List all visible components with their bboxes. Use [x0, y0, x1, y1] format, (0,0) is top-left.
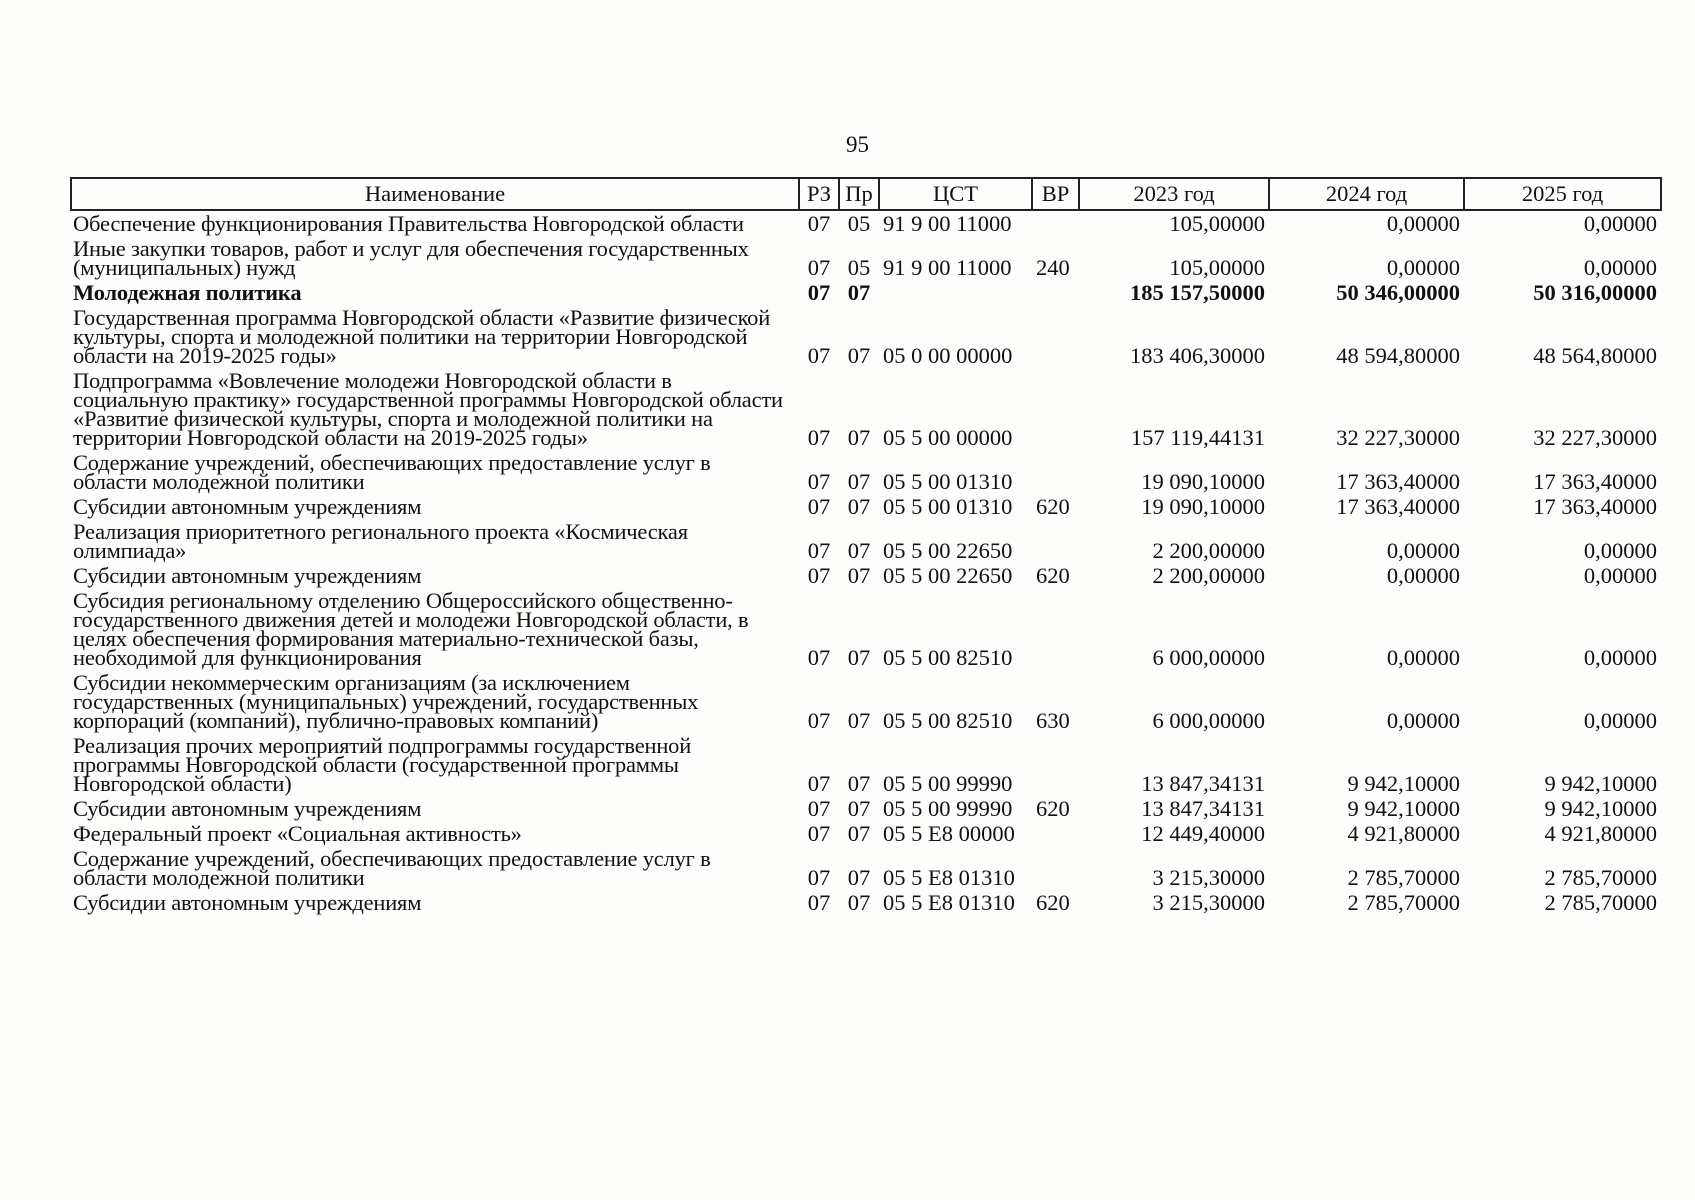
row-rz: 07 — [807, 708, 831, 733]
row-2023: 19 090,10000 — [1141, 469, 1265, 494]
row-2024: 9 942,10000 — [1347, 796, 1460, 821]
row-cst: 05 0 00 00000 — [883, 343, 1013, 368]
row-name: Обеспечение функционирования Правительства Новгородской области — [73, 211, 744, 236]
row-cst — [879, 280, 1032, 305]
table-row — [71, 368, 1661, 450]
row-2025: 0,00000 — [1583, 211, 1657, 236]
row-vr — [1032, 519, 1079, 563]
row-name: Субсидии автономным учреждениям — [73, 890, 422, 915]
row-2023: 6 000,00000 — [1152, 708, 1265, 733]
row-pr: 07 — [847, 890, 871, 915]
header-pr: Пр — [839, 178, 879, 210]
row-cst: 05 5 E8 01310 — [883, 865, 1015, 890]
row-2025: 48 564,80000 — [1533, 343, 1657, 368]
row-2023: 105,00000 — [1169, 211, 1265, 236]
table-row — [71, 733, 1661, 796]
table-row — [71, 563, 1661, 588]
budget-table — [70, 177, 1662, 915]
header-cst: ЦСТ — [879, 178, 1032, 210]
row-rz: 07 — [807, 538, 831, 563]
row-2024: 32 227,30000 — [1336, 425, 1460, 450]
row-2024: 0,00000 — [1386, 708, 1460, 733]
row-vr: 630 — [1036, 708, 1070, 733]
table-header — [71, 178, 1661, 210]
page-number: 95 — [846, 132, 869, 157]
row-2025: 0,00000 — [1583, 538, 1657, 563]
row-name: Субсидии автономным учреждениям — [73, 494, 422, 519]
row-rz: 07 — [807, 796, 831, 821]
row-2024: 17 363,40000 — [1336, 469, 1460, 494]
row-2023: 185 157,50000 — [1130, 280, 1265, 305]
row-name: Содержание учреждений, обеспечивающих предоставление услуг в области молодежной политики — [73, 846, 711, 890]
row-2023: 183 406,30000 — [1130, 343, 1265, 368]
row-2025: 0,00000 — [1583, 255, 1657, 280]
row-2025: 2 785,70000 — [1544, 865, 1657, 890]
table-row — [71, 210, 1661, 236]
row-cst: 05 5 E8 00000 — [883, 821, 1015, 846]
row-2024: 4 921,80000 — [1347, 821, 1460, 846]
row-name: Федеральный проект «Социальная активность» — [73, 821, 522, 846]
row-rz: 07 — [807, 645, 831, 670]
row-2025: 0,00000 — [1583, 708, 1657, 733]
row-2023: 2 200,00000 — [1152, 538, 1265, 563]
row-rz: 07 — [807, 211, 831, 236]
row-cst: 91 9 00 11000 — [883, 211, 1012, 236]
row-vr: 240 — [1036, 255, 1070, 280]
row-vr: 620 — [1036, 890, 1070, 915]
row-vr: 620 — [1036, 796, 1070, 821]
row-2023: 157 119,44131 — [1130, 425, 1265, 450]
row-2025: 17 363,40000 — [1533, 469, 1657, 494]
table-row — [71, 519, 1661, 563]
row-2025: 9 942,10000 — [1544, 771, 1657, 796]
row-cst: 05 5 00 00000 — [883, 425, 1013, 450]
row-2023: 12 449,40000 — [1141, 821, 1265, 846]
row-2024: 2 785,70000 — [1347, 865, 1460, 890]
row-2024: 0,00000 — [1386, 255, 1460, 280]
row-name: Молодежная политика — [73, 280, 302, 305]
header-rz: РЗ — [799, 178, 839, 210]
row-vr: 620 — [1036, 494, 1070, 519]
table-row — [71, 305, 1661, 368]
row-vr — [1032, 588, 1079, 670]
row-name: Реализация прочих мероприятий подпрограммы государственной программы Новгородской области (государственной программы Новгородской области) — [73, 733, 692, 796]
row-2025: 0,00000 — [1583, 645, 1657, 670]
row-rz: 07 — [807, 469, 831, 494]
header-2024: 2024 год — [1269, 178, 1464, 210]
row-name: Субсидии автономным учреждениям — [73, 796, 422, 821]
row-vr: 620 — [1036, 563, 1070, 588]
row-vr — [1032, 368, 1079, 450]
row-vr — [1032, 846, 1079, 890]
row-2023: 2 200,00000 — [1152, 563, 1265, 588]
row-2023: 13 847,34131 — [1141, 796, 1265, 821]
table-row — [71, 450, 1661, 494]
row-cst: 05 5 00 99990 — [883, 771, 1013, 796]
row-vr — [1032, 210, 1079, 236]
row-2023: 19 090,10000 — [1141, 494, 1265, 519]
row-cst: 91 9 00 11000 — [883, 255, 1012, 280]
table-row — [71, 494, 1661, 519]
table-row — [71, 796, 1661, 821]
row-pr: 05 — [847, 211, 871, 236]
row-pr: 07 — [847, 708, 871, 733]
row-2025: 9 942,10000 — [1544, 796, 1657, 821]
table-body — [71, 210, 1661, 915]
row-pr: 07 — [847, 563, 871, 588]
row-name: Субсидии некоммерческим организациям (за исключением государственных (муниципальных) учреждений, государственных корпораций (компаний), публично-правовых компаний) — [73, 670, 699, 733]
table-row — [71, 280, 1661, 305]
table-row — [71, 670, 1661, 733]
row-2024: 9 942,10000 — [1347, 771, 1460, 796]
row-vr — [1032, 280, 1079, 305]
row-rz: 07 — [807, 771, 831, 796]
row-pr: 07 — [847, 865, 871, 890]
row-pr: 07 — [847, 280, 871, 305]
row-2024: 17 363,40000 — [1336, 494, 1460, 519]
header-2023: 2023 год — [1079, 178, 1269, 210]
row-rz: 07 — [807, 280, 831, 305]
row-2023: 6 000,00000 — [1152, 645, 1265, 670]
row-cst: 05 5 E8 01310 — [883, 890, 1015, 915]
row-2024: 50 346,00000 — [1336, 280, 1460, 305]
header-2025: 2025 год — [1464, 178, 1661, 210]
row-2025: 0,00000 — [1583, 563, 1657, 588]
table-row — [71, 236, 1661, 280]
row-cst: 05 5 00 01310 — [883, 469, 1013, 494]
row-2025: 50 316,00000 — [1533, 280, 1657, 305]
row-name: Содержание учреждений, обеспечивающих предоставление услуг в области молодежной политики — [73, 450, 711, 494]
row-name: Подпрограмма «Вовлечение молодежи Новгородской области в социальную практику» государственной программы Новгородской области «Развитие физической культуры, спорта и молодежной политики на территории Новгородской области на 2019-2025 годы» — [73, 368, 783, 450]
table-row — [71, 890, 1661, 915]
row-pr: 07 — [847, 425, 871, 450]
row-name: Иные закупки товаров, работ и услуг для обеспечения государственных (муниципальных) нужд — [73, 236, 749, 280]
row-2024: 0,00000 — [1386, 211, 1460, 236]
row-2024: 0,00000 — [1386, 563, 1460, 588]
row-pr: 07 — [847, 494, 871, 519]
row-pr: 07 — [847, 469, 871, 494]
row-2024: 0,00000 — [1386, 538, 1460, 563]
row-vr — [1032, 821, 1079, 846]
row-2023: 105,00000 — [1169, 255, 1265, 280]
row-2025: 2 785,70000 — [1544, 890, 1657, 915]
row-rz: 07 — [807, 343, 831, 368]
row-rz: 07 — [807, 255, 831, 280]
row-pr: 07 — [847, 821, 871, 846]
row-2025: 32 227,30000 — [1533, 425, 1657, 450]
header-name: Наименование — [71, 178, 799, 210]
row-vr — [1032, 450, 1079, 494]
row-2024: 0,00000 — [1386, 645, 1460, 670]
row-pr: 07 — [847, 343, 871, 368]
row-2023: 13 847,34131 — [1141, 771, 1265, 796]
row-2024: 2 785,70000 — [1347, 890, 1460, 915]
row-rz: 07 — [807, 563, 831, 588]
row-name: Субсидии автономным учреждениям — [73, 563, 422, 588]
row-vr — [1032, 733, 1079, 796]
row-rz: 07 — [807, 821, 831, 846]
row-cst: 05 5 00 22650 — [883, 538, 1013, 563]
row-pr: 07 — [847, 645, 871, 670]
row-2024: 48 594,80000 — [1336, 343, 1460, 368]
row-name: Государственная программа Новгородской области «Развитие физической культуры, спорта и молодежной политики на территории Новгородской области на 2019-2025 годы» — [73, 305, 771, 368]
row-rz: 07 — [807, 890, 831, 915]
row-2025: 4 921,80000 — [1544, 821, 1657, 846]
row-rz: 07 — [807, 865, 831, 890]
table-row — [71, 846, 1661, 890]
row-pr: 07 — [847, 796, 871, 821]
table-row — [71, 588, 1661, 670]
row-cst: 05 5 00 99990 — [883, 796, 1013, 821]
row-cst: 05 5 00 22650 — [883, 563, 1013, 588]
row-cst: 05 5 00 01310 — [883, 494, 1013, 519]
row-cst: 05 5 00 82510 — [883, 645, 1013, 670]
row-cst: 05 5 00 82510 — [883, 708, 1013, 733]
row-2023: 3 215,30000 — [1152, 865, 1265, 890]
row-pr: 07 — [847, 538, 871, 563]
row-pr: 07 — [847, 771, 871, 796]
row-vr — [1032, 305, 1079, 368]
row-rz: 07 — [807, 425, 831, 450]
header-vr: ВР — [1032, 178, 1079, 210]
row-pr: 05 — [847, 255, 871, 280]
row-2023: 3 215,30000 — [1152, 890, 1265, 915]
row-name: Субсидия региональному отделению Общероссийского общественно-государственного движения детей и молодежи Новгородской области, в целях обеспечения формирования материально-технической базы, необходимой для функционирования — [73, 588, 749, 670]
table-row — [71, 821, 1661, 846]
row-name: Реализация приоритетного регионального проекта «Космическая олимпиада» — [73, 519, 688, 563]
row-2025: 17 363,40000 — [1533, 494, 1657, 519]
row-rz: 07 — [807, 494, 831, 519]
